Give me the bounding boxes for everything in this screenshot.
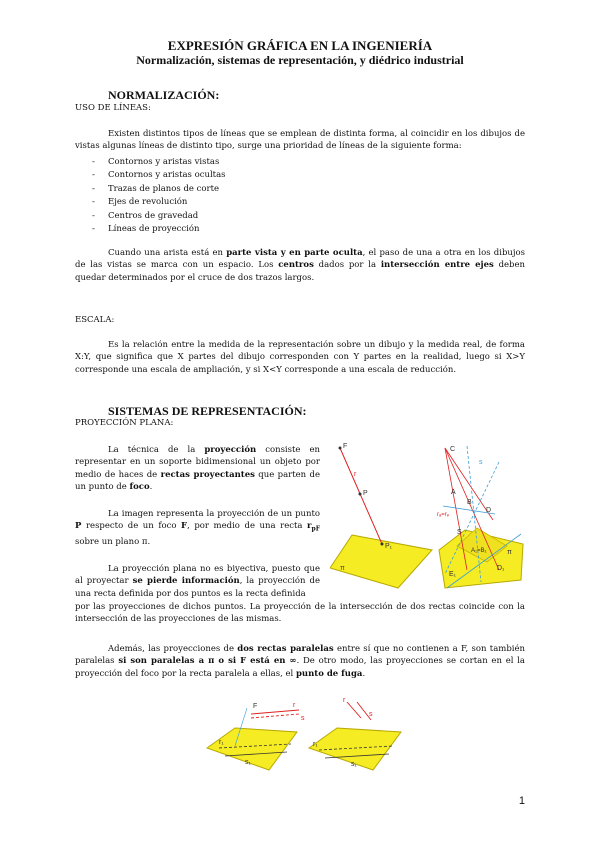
- label-s-right: s: [369, 711, 373, 718]
- label-p1: P₁: [385, 543, 393, 550]
- paragraph-uso-lineas: Existen distintos tipos de líneas que se emplean de distinta forma, al coincidir en los dibujos de vistas algunas líneas de distinto tipo, surge una prioridad de líneas de la siguiente forma:: [75, 129, 525, 152]
- paragraph-aristas: Cuando una arista está en parte vista y en parte oculta, el paso de una a otra en los dibujos de las vistas se marca con un espacio. Los centros dados por la intersección entre ejes deben quedar determinados por el cruce de dos trazos largos.: [75, 248, 526, 283]
- heading-sistemas: SISTEMAS DE REPRESENTACIÓN:: [108, 404, 307, 418]
- projection-plane-left: [207, 728, 297, 770]
- point-p1: [381, 543, 384, 546]
- parallel-lines-figure: [205, 696, 405, 776]
- label-c: C: [450, 446, 456, 453]
- list-item: - Centros de gravedad: [92, 210, 226, 223]
- list-item: - Contornos y aristas vistas: [92, 156, 226, 169]
- label-p: P: [363, 490, 368, 497]
- projection-lines-figure: [437, 442, 527, 590]
- label-e1: E₁: [449, 571, 457, 578]
- page-number: 1: [518, 795, 525, 807]
- paragraph-biyectiva: La proyección plana no es biyectiva, puesto que al proyectar se pierde información, la proyección de una recta definida por dos puntos es la recta definida: [75, 564, 320, 599]
- line-s: [251, 714, 299, 718]
- list-item: - Ejes de revolución: [92, 196, 226, 209]
- list-item: - Líneas de proyección: [92, 223, 226, 236]
- paragraph-paralelas: Además, las proyecciones de dos rectas paralelas entre sí que no contienen a F, son también paralelas si son paralelas a π o si F está en ∞. De otro modo, las proyecciones se cortan en el la proyección del foco por la recta paralela a ellas, el punto de fuga.: [75, 644, 526, 679]
- label-s1-right: s₁: [351, 761, 357, 768]
- projecting-ray: [340, 448, 382, 544]
- paragraph-biyectiva-cont: por las proyecciones de dichos puntos. La proyección de la intersección de dos rectas coincide con la intersección de las proyecciones de las mismas.: [75, 602, 525, 625]
- label-r1-right: r₁: [313, 741, 318, 748]
- label-s: s: [301, 715, 305, 722]
- document-subtitle: Normalización, sistemas de representación, y diédrico industrial: [136, 53, 464, 67]
- label-ra: rₐ=rₚ: [437, 512, 450, 518]
- subheading-escala: ESCALA:: [75, 315, 115, 325]
- paragraph-punto-p: La imagen representa la proyección de un punto P respecto de un foco F, por medio de una recta $r_{pF}$ sobre un plano π.: [75, 509, 320, 548]
- paragraph-proyeccion: La técnica de la proyección consiste en representar en un soporte bidimensional un objeto por medio de haces de rectas proyectantes que parten de un punto de foco.: [75, 445, 321, 492]
- label-r-right: r: [343, 697, 346, 704]
- label-b: B: [467, 499, 472, 506]
- projection-point-figure: [330, 440, 435, 590]
- label-pi: π: [340, 565, 345, 572]
- subheading-uso-lineas: USO DE LÍNEAS:: [75, 103, 151, 113]
- line-r: [251, 710, 299, 714]
- label-r1: r₁: [219, 739, 224, 746]
- label-pi: π: [507, 549, 512, 556]
- label-r: r: [293, 702, 296, 709]
- label-d: D: [486, 507, 492, 514]
- heading-normalizacion: NORMALIZACIÓN:: [108, 88, 220, 102]
- label-s1: s₁: [245, 759, 251, 766]
- subheading-proyeccion-plana: PROYECCIÓN PLANA:: [75, 418, 174, 428]
- label-d1: D₁: [497, 565, 505, 572]
- label-r: r: [354, 471, 357, 478]
- label-a: A: [451, 489, 456, 496]
- label-s-line: s: [479, 459, 483, 466]
- label-s: S: [457, 529, 462, 536]
- label-f: F: [253, 703, 258, 710]
- label-a1b1: A₁=B₁: [471, 548, 487, 554]
- list-item: - Trazas de planos de corte: [92, 183, 226, 196]
- label-f: F: [343, 443, 348, 450]
- document-title: EXPRESIÓN GRÁFICA EN LA INGENIERÍA: [167, 38, 433, 53]
- line-priority-list: [92, 156, 226, 236]
- list-item: - Contornos y aristas ocultas: [92, 169, 226, 182]
- paragraph-escala: Es la relación entre la medida de la representación sobre un dibujo y la medida real, de forma X:Y, que significa que X partes del dibujo corresponden con Y partes en la realidad, luego si X>Y corresponde una escala de ampliación, y si X<Y corresponde a una escala de reducción.: [75, 340, 525, 375]
- point-p: [359, 493, 362, 496]
- focus-point: [339, 447, 342, 450]
